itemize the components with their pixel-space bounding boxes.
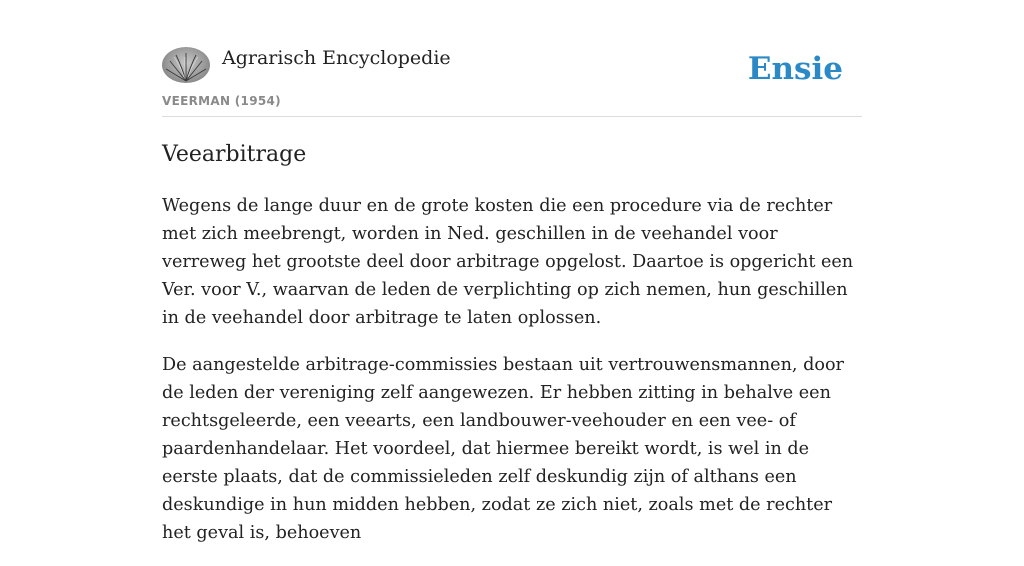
header [162,0,862,117]
article-title: Veearbitrage [162,142,307,167]
paragraph: Wegens de lange duur en de grote kosten die een procedure via de rechter met zich meebrengt, worden in Ned. geschillen in de veehandel voor verreweg het grootste deel door arbitrage opgelost. Daartoe is opgericht een Ver. voor V., waarvan de leden de verplichting op zich nemen, hun geschillen in de veehandel door arbitrage te laten oplossen. [162,196,854,328]
page [162,0,862,543]
article-body [162,192,862,566]
source-label: VEERMAN (1954) [162,94,281,108]
brand-logo[interactable]: Ensie [747,51,843,87]
encyclopedia-logo-icon[interactable] [162,47,210,83]
paragraph: De aangestelde arbitrage-commissies bestaan uit vertrouwensmannen, door de leden der vereniging zelf aangewezen. Er hebben zitting in behalve een rechtsgeleerde, een veearts, een landbouwer-veehouder en een vee- of paardenhandelaar. Het voordeel, dat hiermee bereikt wordt, is wel in de eerste plaats, dat de commissieleden zelf deskundig zijn of althans een deskundige in hun midden hebben, zodat ze zich niet, zoals met de rechter het geval is, behoeven [162,355,844,543]
site-title[interactable]: Agrarisch Encyclopedie [222,47,451,69]
